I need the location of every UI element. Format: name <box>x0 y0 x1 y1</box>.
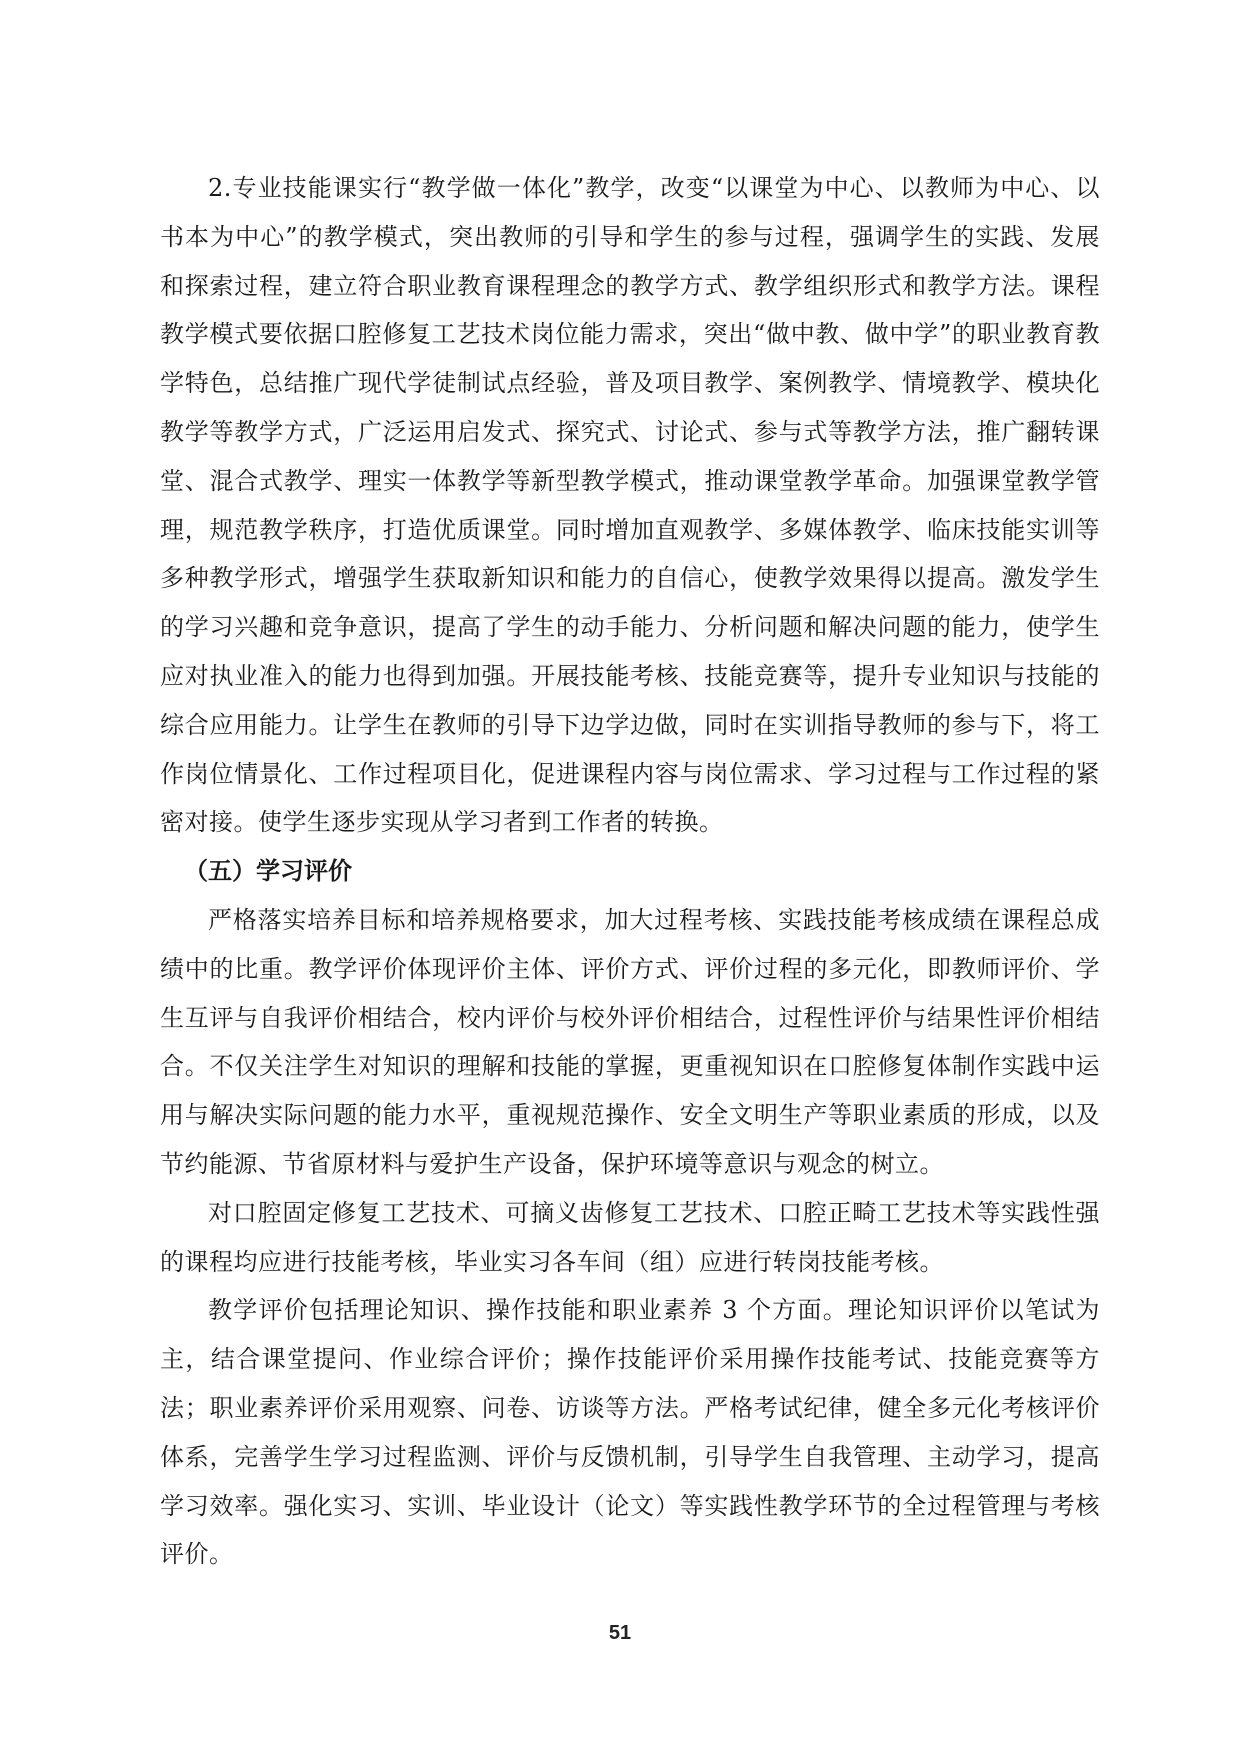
paragraph-skill-assessment: 对口腔固定修复工艺技术、可摘义齿修复工艺技术、口腔正畸工艺技术等实践性强的课程均应进行技能考核，毕业实习各车间（组）应进行转岗技能考核。 <box>160 1198 1100 1276</box>
paragraph-teaching-integration: 2.专业技能课实行“教学做一体化”教学，改变“以课堂为中心、以教师为中心、以书本为中心”的教学模式，突出教师的引导和学生的参与过程，强调学生的实践、发展和探索过程，建立符合职业教育课程理念的教学方式、教学组织形式和教学方法。课程教学模式要依据口腔修复工艺技术岗位能力需求，突出“做中教、做中学”的职业教育教学特色，总结推广现代学徒制试点经验，普及项目教学、案例教学、情境教学、模块化教学等教学方式，广泛运用启发式、探究式、讨论式、参与式等教学方法，推广翻转课堂、混合式教学、理实一体教学等新型教学模式，推动课堂教学革命。加强课堂教学管理，规范教学秩序，打造优质课堂。同时增加直观教学、多媒体教学、临床技能实训等多种教学形式，增强学生获取新知识和能力的自信心，使教学效果得以提高。激发学生的学习兴趣和竞争意识，提高了学生的动手能力、分析问题和解决问题的能力，使学生应对执业准入的能力也得到加强。开展技能考核、技能竞赛等，提升专业知识与技能的综合应用能力。让学生在教师的引导下边学边做，同时在实训指导教师的参与下，将工作岗位情景化、工作过程项目化，促进课程内容与岗位需求、学习过程与工作过程的紧密对接。使学生逐步实现从学习者到工作者的转换。 <box>160 174 1100 837</box>
paragraph-evaluation-requirements: 严格落实培养目标和培养规格要求，加大过程考核、实践技能考核成绩在课程总成绩中的比重。教学评价体现评价主体、评价方式、评价过程的多元化，即教师评价、学生互评与自我评价相结合，校内评价与校外评价相结合，过程性评价与结果性评价相结合。不仅关注学生对知识的理解和技能的掌握，更重视知识在口腔修复体制作实践中运用与解决实际问题的能力水平，重视规范操作、安全文明生产等职业素质的形成，以及节约能源、节省原材料与爱护生产设备，保护环境等意识与观念的树立。 <box>160 905 1100 1178</box>
paragraph-evaluation-components: 教学评价包括理论知识、操作技能和职业素养 3 个方面。理论知识评价以笔试为主，结合课堂提问、作业综合评价；操作技能评价采用操作技能考试、技能竞赛等方法；职业素养评价采用观察、问卷、访谈等方法。严格考试纪律，健全多元化考核评价体系，完善学生学习过程监测、评价与反馈机制，引导学生自我管理、主动学习，提高学习效率。强化实习、实训、毕业设计（论文）等实践性教学环节的全过程管理与考核评价。 <box>160 1296 1100 1569</box>
page-number: 51 <box>608 1622 632 1644</box>
section-heading-learning-evaluation: （五）学习评价 <box>184 857 352 886</box>
page-body <box>160 164 1100 1579</box>
